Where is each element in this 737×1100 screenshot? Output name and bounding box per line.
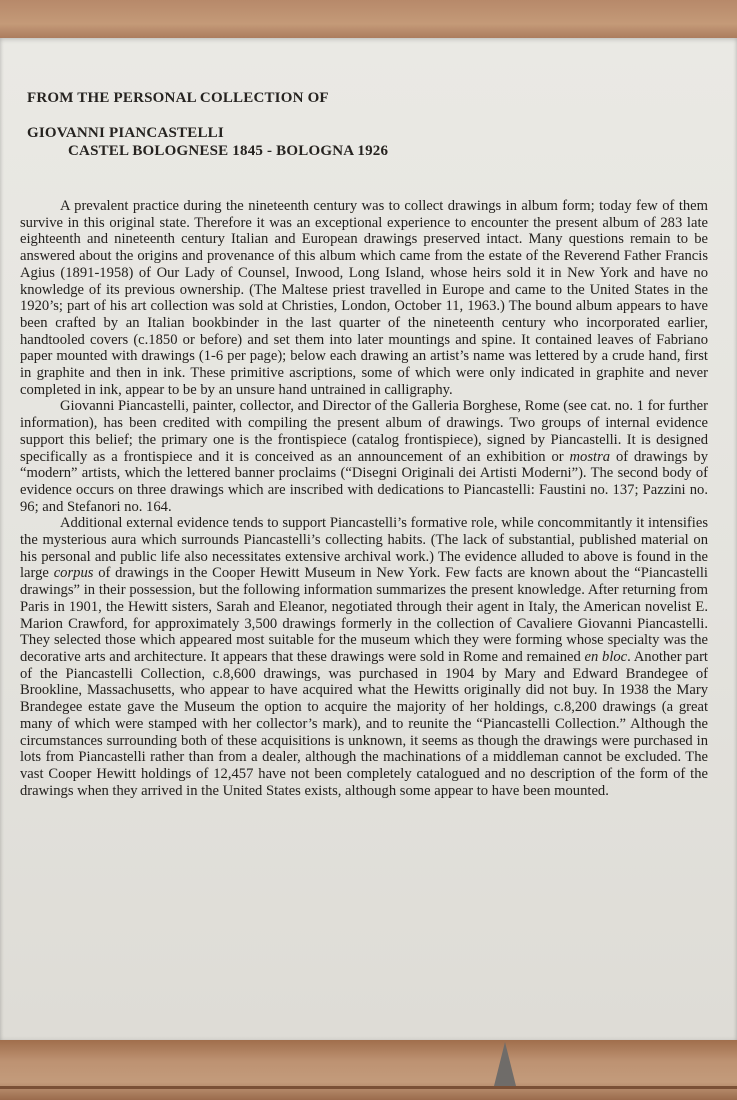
paragraph-2-text-b: of drawings by “modern” artists, which the lettered banner proclaims (“Disegni Originali dei Artisti Moderni”). The second body of evidence occurs on three drawings which are inscribed with dedications to Piancastelli: Faustini no. 137; Pazzini no. 96; and Stefanori no. 164. [20,448,708,515]
paragraph-1-text: A prevalent practice during the nineteenth century was to collect drawings in album form; today few of them survive in this original state. Therefore it was an exceptional experience to encounter the present album of 283 late eighteenth and nineteenth century Italian and European drawings preserved intact. Many questions remain to be answered about the origins and provenance of this album which came from the estate of the Reverend Father Francis Agius (1891-1958) of Our Lady of Counsel, Inwood, Long Island, whose heirs sold it in New York and have no knowledge of its previous ownership. (The Maltese priest travelled in Europe and came to the United States in the 1920’s; part of his art collection was sold at Christies, London, October 11, 1963.) The bound album appears to have been crafted by an Italian bookbinder in the last quarter of the nineteenth century who incorporated earlier, handtooled covers (c.1850 or before) and set them into later mountings and spine. It contained leaves of Fabriano paper mounted with drawings (1-6 per page); below each drawing an artist’s name was lettered by a crude hand, first in graphite and then in ink. These primitive ascriptions, some of which were only indicated in graphite and never completed in ink, appear to be by an unsure hand untrained in calligraphy. [20,198,708,398]
frame-clip [494,1042,516,1086]
paragraph-2 [20,398,708,515]
paragraph-3 [20,515,708,799]
italic-term-mostra: mostra [569,448,611,465]
document-body [20,198,708,799]
collector-dates: CASTEL BOLOGNESE 1845 - BOLOGNA 1926 [68,143,389,159]
frame-groove [0,1086,737,1089]
italic-term-corpus: corpus [53,565,94,582]
collection-heading: FROM THE PERSONAL COLLECTION OF [27,90,329,106]
paragraph-3-text-a: Additional external evidence tends to support Piancastelli’s formative role, while concommitantly it intensifies the mysterious aura which surrounds Piancastelli’s collecting habits. (The lack of substantial, published material on his personal and public life also necessitates extensive archival work.) The evidence alluded to above is found in the large [20,515,708,582]
paragraph-3-text-b: of drawings in the Cooper Hewitt Museum in New York. Few facts are known about the “Piancastelli drawings” in their possession, but the following information summarizes the present knowledge. After returning from Paris in 1901, the Hewitt sisters, Sarah and Eleanor, negotiated through their agent in Italy, the American novelist E. Marion Crawford, for approximately 3,500 drawings formerly in the collection of Cavaliere Giovanni Piancastelli. They selected those which appeared most suitable for the museum which they were forming whose specialty was the decorative arts and architecture. It appears that these drawings were sold in Rome and remained [20,565,708,665]
paragraph-3-text-c: . Another part of the Piancastelli Collection, c.8,600 drawings, was purchased in 1904 by Mary and Edward Brandegee of Brookline, Massachusetts, who appear to have acquired what the Hewitts originally did not buy. In 1938 the Mary Brandegee estate gave the Museum the option to acquire the majority of her holdings, c.8,200 drawings (a great many of which were stamped with her collector’s mark), and to reunite the “Piancastelli Collection.” Although the circumstances surrounding both of these acquisitions is unknown, it seems as though the drawings were purchased in lots from Piancastelli rather than from a dealer, although the machinations of a middleman cannot be excluded. The vast Cooper Hewitt holdings of 12,457 have not been completely catalogued and no description of the form of the drawings when they arrived in the United States exists, although some appear to have been mounted. [20,648,708,799]
collector-name: GIOVANNI PIANCASTELLI [27,125,224,141]
italic-term-en-bloc: en bloc [584,648,628,665]
paragraph-2-text-a: Giovanni Piancastelli, painter, collector, and Director of the Galleria Borghese, Rome (see cat. no. 1 for further information), has been credited with compiling the present album of drawings. Two groups of internal evidence support this belief; the primary one is the frontispiece (catalog frontispiece), signed by Piancastelli. It is designed specifically as a frontispiece and it is conceived as an announcement of an exhibition or [20,398,708,465]
paragraph-1 [20,198,708,398]
frame-top-edge [0,0,737,40]
frame-bottom-edge [0,1040,737,1100]
